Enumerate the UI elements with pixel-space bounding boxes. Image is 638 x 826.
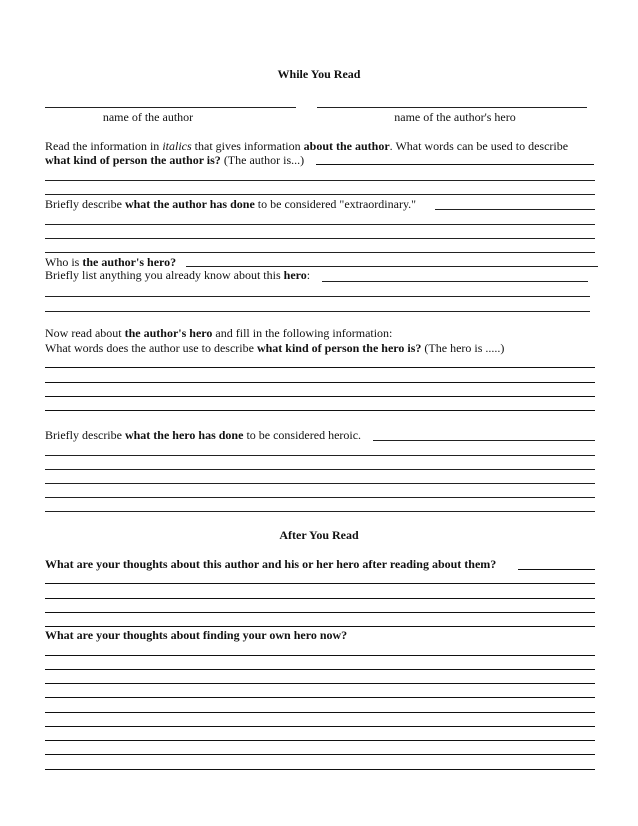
answer-line[interactable] [45,469,595,470]
q7-prompt: What are your thoughts about finding your own hero now? [45,628,348,642]
q3-prompt-list: Briefly list anything you already know about this hero: [45,268,311,282]
answer-line[interactable] [45,655,595,656]
answer-line[interactable] [186,266,598,267]
answer-line[interactable] [45,612,595,613]
answer-line[interactable] [45,726,595,727]
answer-line[interactable] [316,164,594,165]
answer-line[interactable] [45,483,595,484]
hero-name-caption: name of the author's hero [394,110,516,124]
q1-line-1: Read the information in italics that gives information about the author. What words can be used to describe [45,139,569,153]
answer-line[interactable] [45,769,595,770]
answer-line[interactable] [45,598,595,599]
answer-line[interactable] [45,683,595,684]
answer-line[interactable] [322,281,588,282]
answer-line[interactable] [45,224,595,225]
answer-line[interactable] [45,697,595,698]
answer-line[interactable] [45,583,595,584]
answer-line[interactable] [45,238,595,239]
answer-line[interactable] [373,440,595,441]
hero-name-line[interactable] [317,107,587,108]
answer-line[interactable] [45,455,595,456]
after-you-read-title: After You Read [279,528,359,542]
answer-line[interactable] [45,669,595,670]
q2-prompt: Briefly describe what the author has done to be considered "extraordinary." [45,197,417,211]
answer-line[interactable] [45,194,595,195]
q5-prompt: Briefly describe what the hero has done to be considered heroic. [45,428,362,442]
author-name-caption: name of the author [102,110,194,124]
answer-line[interactable] [45,497,595,498]
answer-line[interactable] [435,209,595,210]
answer-line[interactable] [45,180,595,181]
answer-line[interactable] [45,311,590,312]
q6-prompt: What are your thoughts about this author and his or her hero after reading about them? [45,557,497,571]
q1-line-2: what kind of person the author is? (The author is...) [45,153,305,167]
answer-line[interactable] [518,569,595,570]
answer-line[interactable] [45,410,595,411]
answer-line[interactable] [45,754,595,755]
answer-line[interactable] [45,712,595,713]
answer-line[interactable] [45,396,595,397]
answer-line[interactable] [45,367,595,368]
answer-line[interactable] [45,626,595,627]
answer-line[interactable] [45,740,595,741]
q4-line-2: What words does the author use to describe what kind of person the hero is? (The hero is .....) [45,341,505,355]
answer-line[interactable] [45,511,595,512]
q3-prompt-who: Who is the author's hero? [45,255,177,269]
q4-line-1: Now read about the author's hero and fill in the following information: [45,326,393,340]
answer-line[interactable] [45,296,590,297]
while-you-read-title: While You Read [277,67,361,81]
author-name-line[interactable] [45,107,296,108]
answer-line[interactable] [45,382,595,383]
answer-line[interactable] [45,252,595,253]
